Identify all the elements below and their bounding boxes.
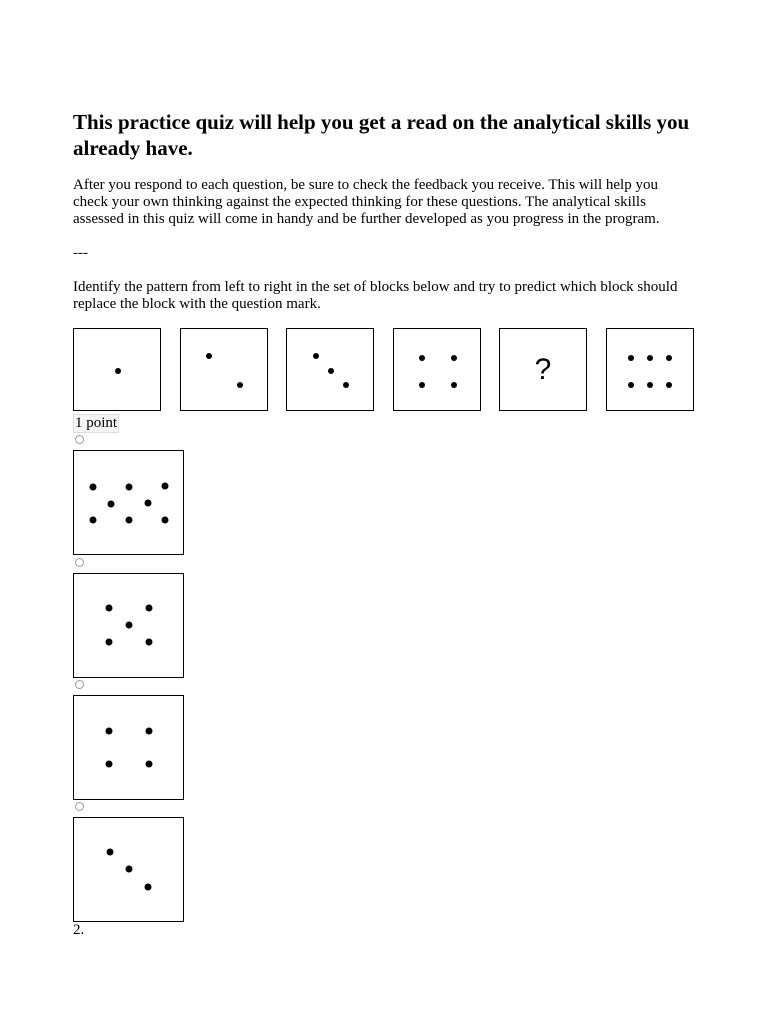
question-prompt: Identify the pattern from left to right in the set of blocks below and try to predict which block should replace the block with the question mark.	[73, 279, 678, 312]
intro-text: After you respond to each question, be sure to check the feedback you receive. This will help you check your own thinking against the expected thinking for these questions. The analytical skills assessed in this quiz will come in handy and be further developed as you progress in the program.	[73, 177, 660, 227]
dot	[106, 605, 113, 612]
option-a-image[interactable]	[73, 450, 184, 555]
dot	[328, 368, 334, 374]
option-d-image[interactable]	[73, 817, 184, 922]
dot	[115, 368, 121, 374]
dot	[647, 382, 653, 388]
dot	[90, 484, 97, 491]
pattern-block-2	[180, 328, 268, 411]
points-label: 1 point	[75, 415, 118, 431]
option-c-image[interactable]	[73, 695, 184, 800]
pattern-block-unknown	[499, 328, 587, 411]
option-c-radio[interactable]	[75, 680, 84, 689]
dot	[451, 382, 457, 388]
dot	[162, 483, 169, 490]
dot	[146, 761, 153, 768]
next-question-number: 2.	[73, 922, 85, 938]
option-a-radio[interactable]	[75, 435, 84, 444]
dot	[126, 517, 133, 524]
question-mark: ?	[534, 352, 552, 386]
dot	[628, 382, 634, 388]
dot	[419, 355, 425, 361]
dot	[107, 849, 114, 856]
option-b-radio[interactable]	[75, 558, 84, 567]
dot	[647, 355, 653, 361]
dot	[628, 355, 634, 361]
dot	[666, 382, 672, 388]
dot	[419, 382, 425, 388]
dot	[146, 639, 153, 646]
dot	[126, 484, 133, 491]
dot	[146, 605, 153, 612]
dot	[343, 382, 349, 388]
dot	[145, 500, 152, 507]
pattern-block-1	[73, 328, 161, 411]
dot	[106, 761, 113, 768]
dot	[106, 639, 113, 646]
pattern-block-3	[286, 328, 374, 411]
section-divider: ---	[73, 245, 88, 261]
dot	[145, 884, 152, 891]
pattern-block-4	[393, 328, 481, 411]
dot	[237, 382, 243, 388]
dot	[313, 353, 319, 359]
pattern-block-6	[606, 328, 694, 411]
dot	[108, 501, 115, 508]
dot	[126, 866, 133, 873]
option-d-radio[interactable]	[75, 802, 84, 811]
dot	[451, 355, 457, 361]
dot	[162, 517, 169, 524]
dot	[106, 728, 113, 735]
dot	[90, 517, 97, 524]
dot	[126, 622, 133, 629]
dot	[206, 353, 212, 359]
dot	[666, 355, 672, 361]
page-heading: This practice quiz will help you get a read on the analytical skills you already have.	[73, 110, 690, 160]
option-b-image[interactable]	[73, 573, 184, 678]
dot	[146, 728, 153, 735]
